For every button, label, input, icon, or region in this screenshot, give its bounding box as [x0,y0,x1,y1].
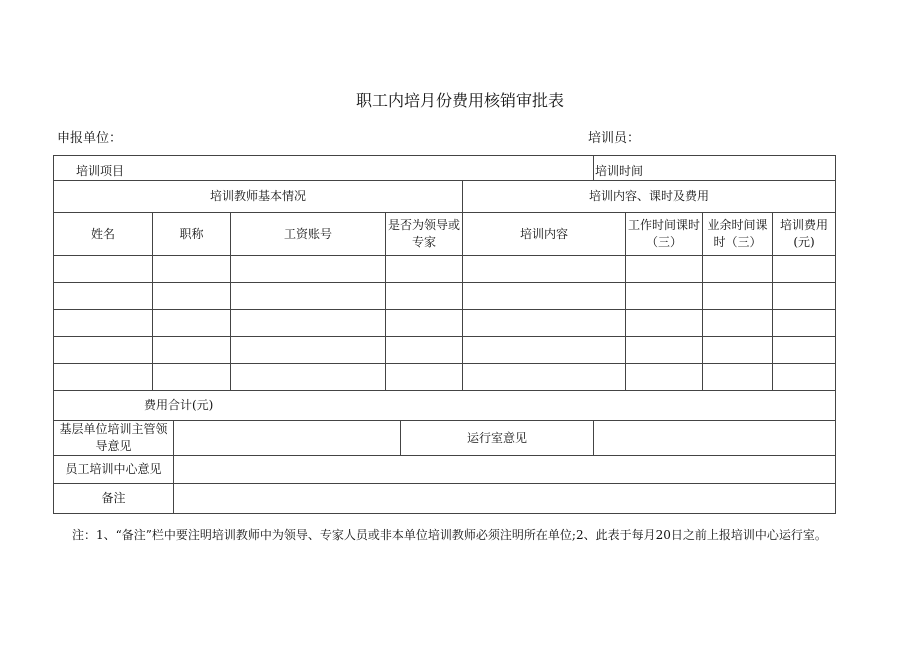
table-row[interactable] [54,256,836,283]
teacher-section-header: 培训教师基本情况 [54,181,463,213]
top-table [53,155,836,181]
table-row[interactable] [54,337,836,364]
center-opinion-label: 员工培训中心意见 [54,456,174,484]
total-cost-cell[interactable]: 费用合计(元) [54,391,836,421]
base-leader-opinion-field[interactable] [174,421,401,456]
table-row[interactable] [54,283,836,310]
content-section-header: 培训内容、课时及费用 [463,181,836,213]
form-title: 职工内培月份费用核销审批表 [355,91,564,110]
col-fee: 培训费用(元) [773,213,836,256]
col-name: 姓名 [54,213,153,256]
reporting-unit-label: 申报单位： [57,131,123,146]
base-leader-opinion-label: 基层单位培训主管领导意见 [54,421,174,456]
table-row[interactable] [54,364,836,391]
col-title: 职称 [153,213,231,256]
remark-field[interactable] [174,484,836,514]
main-table [53,180,836,421]
table-row[interactable] [54,310,836,337]
trainer-label: 培训员： [588,131,641,146]
col-work-hours: 工作时间课时（三） [626,213,703,256]
office-opinion-field[interactable] [594,421,836,456]
training-project-cell[interactable]: 培训项目 [54,156,594,181]
remark-label: 备注 [54,484,174,514]
center-opinion-field[interactable] [174,456,836,484]
training-time-cell[interactable]: 培训时间 [594,156,836,181]
office-opinion-label: 运行室意见 [401,421,594,456]
approval-table [53,420,836,514]
column-header-row [54,213,836,256]
col-spare-hours: 业余时间课时（三） [703,213,773,256]
footnote: 注：1、“备注”栏中要注明培训教师中为领导、专家人员或非本单位培训教师必须注明所在单位;2、此表于每月20日之前上报培训中心运行室。 [72,528,827,542]
col-content: 培训内容 [463,213,626,256]
col-salary-account: 工资账号 [231,213,386,256]
col-leader-expert: 是否为领导或专家 [386,213,463,256]
